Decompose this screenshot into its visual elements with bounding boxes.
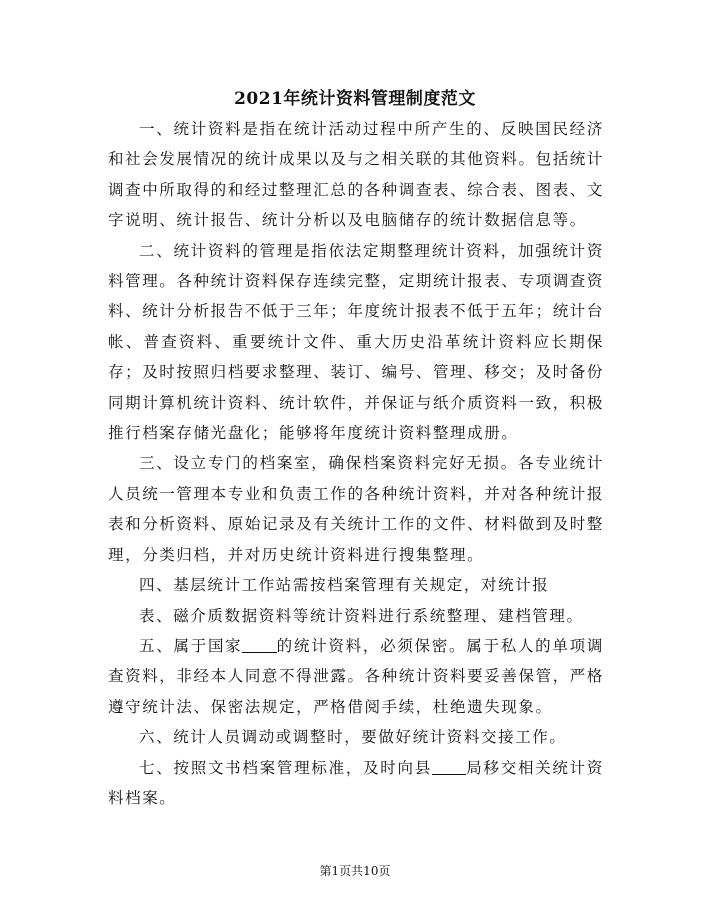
paragraph-1: 一、统计资料是指在统计活动过程中所产生的、反映国民经济和社会发展情况的统计成果以及与之相关联的其他资料。包括统计调查中所取得的和经过整理汇总的各种调查表、综合表、图表、文字说明、统计报告、统计分析以及电脑储存的统计数据信息等。 (108, 120, 604, 230)
paragraph-6: 六、统计人员调动或调整时，要做好统计资料交接工作。 (139, 728, 567, 747)
paragraph-2: 二、统计资料的管理是指依法定期整理统计资料，加强统计资料管理。各种统计资料保存连续完整，定期统计报表、专项调查资料、统计分析报告不低于三年；年度统计报表不低于五年；统计台帐、普查资料、重要统计文件、重大历史沿革统计资料应长期保存；及时按照归档要求整理、装订、编号、管理、移交；及时备份同期计算机统计资料、统计软件，并保证与纸介质资料一致，积极推行档案存储光盘化；能够将年度统计资料整理成册。 (108, 241, 604, 443)
page-footer: 第1页共10页 (319, 864, 391, 878)
paragraph-5-after: 的统计资料，必须保密。属于私人的单项调查资料，非经本人同意不得泄露。各种统计资料要妥善保管，严格遵守统计法、保密法规定，严格借阅手续，杜绝遗失现象。 (108, 636, 604, 716)
paragraph-7-after: 局移交相关统计资料档案。 (108, 758, 604, 807)
paragraph-4b: 表、磁介质数据资料等统计资料进行系统整理、建档管理。 (139, 606, 584, 625)
fill-in-blank (242, 636, 276, 653)
fill-in-blank (432, 758, 466, 775)
document-body (108, 114, 604, 813)
paragraph-7 (108, 753, 604, 814)
paragraph-3: 三、设立专门的档案室，确保档案资料完好无损。各专业统计人员统一管理本专业和负责工作的各种统计资料，并对各种统计报表和分析资料、原始记录及有关统计工作的文件、材料做到及时整理，分类归档，并对历史统计资料进行搜集整理。 (108, 454, 604, 564)
paragraph-5-before: 五、属于国家 (139, 636, 243, 655)
paragraph-5 (108, 631, 604, 722)
document-title: 2021年统计资料管理制度范文 (234, 89, 476, 109)
paragraph-4a: 四、基层统计工作站需按档案管理有关规定，对统计报 (139, 576, 550, 595)
paragraph-7-before: 七、按照文书档案管理标准，及时向县 (139, 758, 433, 777)
